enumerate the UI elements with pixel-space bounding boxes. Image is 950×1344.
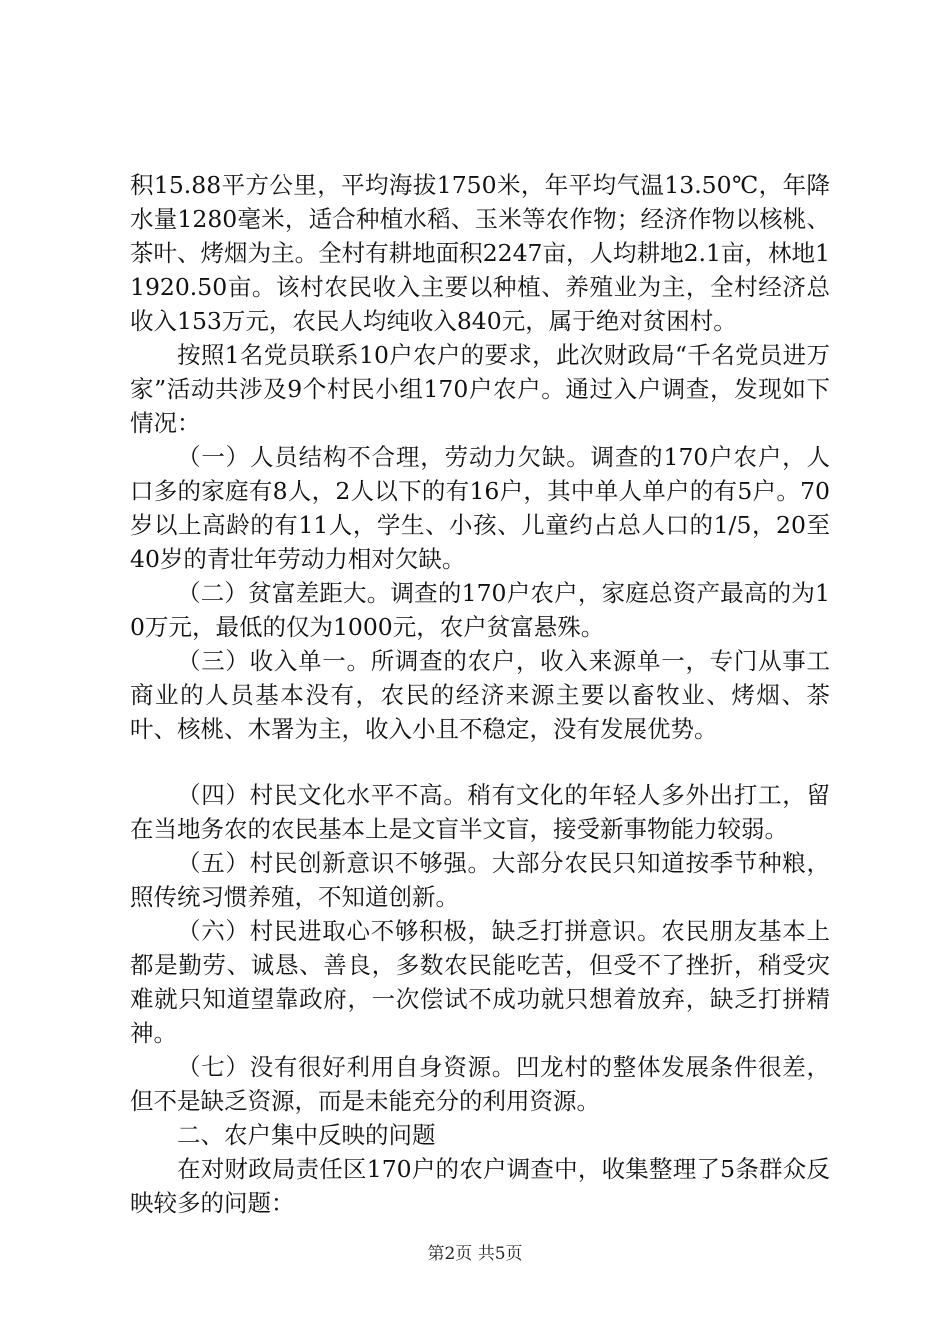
- paragraph-finding-7: （七）没有很好利用自身资源。凹龙村的整体发展条件很差，但不是缺乏资源，而是未能充分的利用资源。: [130, 1053, 830, 1115]
- paragraph-problems-intro: 在对财政局责任区170户的农户调查中，收集整理了5条群众反映较多的问题：: [130, 1155, 830, 1217]
- page-number-footer: 第2页 共5页: [427, 1244, 523, 1264]
- paragraph-survey-scope: 按照1名党员联系10户农户的要求，此次财政局“千名党员进万家”活动共涉及9个村民小组170户农户。通过入户调查，发现如下情况：: [130, 341, 830, 437]
- paragraph-finding-3: （三）收入单一。所调查的农户，收入来源单一，专门从事工商业的人员基本没有，农民的经济来源主要以畜牧业、烤烟、茶叶、核桃、木署为主，收入小且不稳定，没有发展优势。: [130, 647, 830, 743]
- document-body: [130, 168, 830, 1220]
- section-heading-2: 二、农户集中反映的问题: [177, 1121, 436, 1149]
- paragraph-finding-6: （六）村民进取心不够积极，缺乏打拼意识。农民朋友基本上都是勤劳、诚恳、善良，多数农民能吃苦，但受不了挫折，稍受灾难就只知道望靠政府，一次偿试不成功就只想着放弃，缺乏打拼精神。: [130, 917, 830, 1047]
- paragraph-finding-4: （四）村民文化水平不高。稍有文化的年轻人多外出打工，留在当地务农的农民基本上是文盲半文盲，接受新事物能力较弱。: [130, 781, 830, 843]
- paragraph-finding-2: （二）贫富差距大。调查的170户农户，家庭总资产最高的为10万元，最低的仅为1000元，农户贫富悬殊。: [130, 579, 830, 641]
- paragraph-finding-5: （五）村民创新意识不够强。大部分农民只知道按季节种粮，照传统习惯养殖，不知道创新。: [130, 849, 830, 911]
- paragraph-intro: 积15.88平方公里，平均海拔1750米，年平均气温13.50℃，年降水量1280毫米，适合种植水稻、玉米等农作物；经济作物以核桃、茶叶、烤烟为主。全村有耕地面积2247亩，人均耕地2.1亩，林地11920.50亩。该村农民收入主要以种植、养殖业为主，全村经济总收入153万元，农民人均纯收入840元，属于绝对贫困村。: [130, 171, 830, 335]
- paragraph-gap: [130, 746, 830, 778]
- paragraph-finding-1: （一）人员结构不合理，劳动力欠缺。调查的170户农户，人口多的家庭有8人，2人以下的有16户，其中单人单户的有5户。70岁以上高龄的有11人，学生、小孩、儿童约占总人口的1/5，20至40岁的青壮年劳动力相对欠缺。: [130, 443, 830, 573]
